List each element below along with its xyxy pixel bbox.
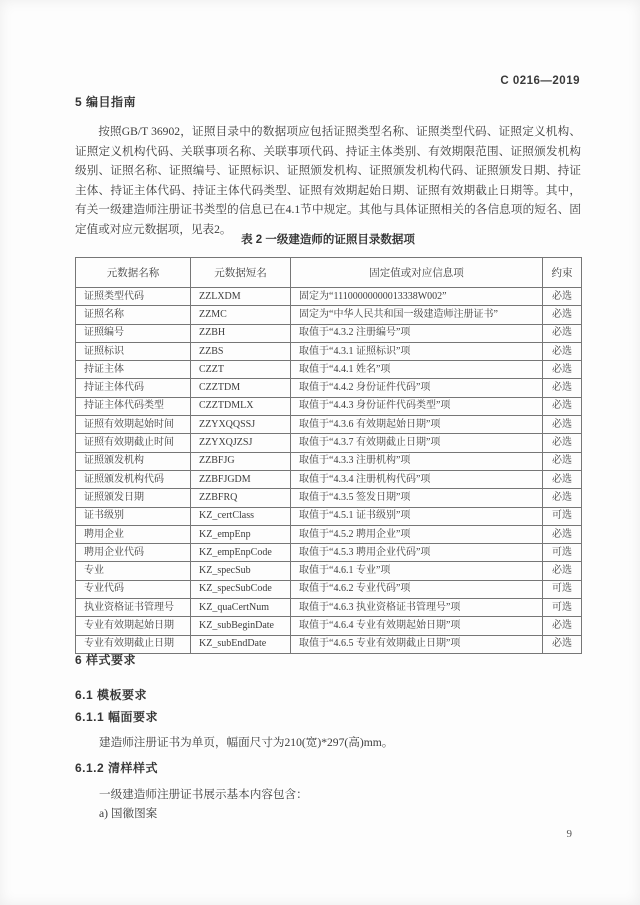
section-6-1-1-heading: 6.1.1 幅面要求 [75, 710, 159, 724]
constraint-cell: 可选 [543, 507, 582, 525]
constraint-cell: 必选 [543, 470, 582, 488]
metadata-name-cell: 执业资格证书管理号 [76, 599, 191, 617]
value-cell: 固定为“中华人民共和国一级建造师注册证书” [291, 306, 543, 324]
constraint-cell: 必选 [543, 306, 582, 324]
metadata-name-cell: 持证主体代码类型 [76, 397, 191, 415]
constraint-cell: 必选 [543, 617, 582, 635]
constraint-cell: 必选 [543, 635, 582, 653]
short-name-cell: ZZBS [191, 342, 291, 360]
catalog-data-items-table [75, 257, 582, 654]
table-row [76, 416, 582, 434]
table-row [76, 525, 582, 543]
table-row [76, 361, 582, 379]
short-name-cell: ZZYXQQSSJ [191, 416, 291, 434]
constraint-cell: 可选 [543, 599, 582, 617]
value-cell: 取值于“4.5.3 聘用企业代码”项 [291, 544, 543, 562]
short-name-cell: KZ_subEndDate [191, 635, 291, 653]
value-cell: 取值于“4.5.1 证书级别”项 [291, 507, 543, 525]
table-row [76, 452, 582, 470]
short-name-cell: ZZYXQJZSJ [191, 434, 291, 452]
short-name-cell: ZZBFJGDM [191, 470, 291, 488]
col-header-fixed-value: 固定值或对应信息项 [291, 258, 543, 288]
table-row [76, 635, 582, 653]
value-cell: 取值于“4.3.5 签发日期”项 [291, 489, 543, 507]
value-cell: 取值于“4.4.1 姓名”项 [291, 361, 543, 379]
constraint-cell: 必选 [543, 342, 582, 360]
section-6-1-heading: 6.1 模板要求 [75, 688, 148, 702]
short-name-cell: CZZTDM [191, 379, 291, 397]
table-row [76, 580, 582, 598]
value-cell: 取值于“4.4.2 身份证件代码”项 [291, 379, 543, 397]
constraint-cell: 必选 [543, 489, 582, 507]
table-row [76, 434, 582, 452]
short-name-cell: KZ_subBeginDate [191, 617, 291, 635]
metadata-name-cell: 证照有效期起始时间 [76, 416, 191, 434]
table-row [76, 306, 582, 324]
constraint-cell: 必选 [543, 525, 582, 543]
value-cell: 取值于“4.6.2 专业代码”项 [291, 580, 543, 598]
metadata-name-cell: 证照类型代码 [76, 288, 191, 306]
constraint-cell: 必选 [543, 361, 582, 379]
short-name-cell: ZZMC [191, 306, 291, 324]
constraint-cell: 必选 [543, 562, 582, 580]
short-name-cell: CZZTDMLX [191, 397, 291, 415]
short-name-cell: KZ_certClass [191, 507, 291, 525]
section-5-heading: 5 编目指南 [75, 95, 137, 109]
metadata-name-cell: 专业代码 [76, 580, 191, 598]
metadata-name-cell: 持证主体代码 [76, 379, 191, 397]
value-cell: 取值于“4.5.2 聘用企业”项 [291, 525, 543, 543]
constraint-cell: 必选 [543, 324, 582, 342]
table-row [76, 397, 582, 415]
metadata-name-cell: 证照标识 [76, 342, 191, 360]
metadata-name-cell: 专业有效期起始日期 [76, 617, 191, 635]
value-cell: 取值于“4.3.3 注册机构”项 [291, 452, 543, 470]
table-row [76, 470, 582, 488]
col-header-metadata-name: 元数据名称 [76, 258, 191, 288]
col-header-constraint: 约束 [543, 258, 582, 288]
section-5-paragraph: 按照GB/T 36902，证照目录中的数据项应包括证照类型名称、证照类型代码、证照定义机构、证照定义机构代码、关联事项名称、关联事项代码、持证主体类别、有效期限范围、证照颁发机构级别、证照名称、证照编号、证照标识、证照颁发机构、证照颁发机构代码、证照颁发日期、持证主体、持证主体代码、持证主体代码类型、证照有效期起始日期、证照有效期截止日期等。其中，有关一级建造师注册证书类型的信息已在4.1节中规定。其他与具体证照相关的各信息项的短名、固定值或对应元数据项，见表2。 [75, 125, 581, 236]
table-row [76, 342, 582, 360]
value-cell: 取值于“4.3.1 证照标识”项 [291, 342, 543, 360]
standard-number-header: C 0216—2019 [500, 75, 580, 87]
short-name-cell: KZ_empEnpCode [191, 544, 291, 562]
table-row [76, 507, 582, 525]
metadata-name-cell: 证照有效期截止时间 [76, 434, 191, 452]
constraint-cell: 必选 [543, 452, 582, 470]
short-name-cell: CZZT [191, 361, 291, 379]
metadata-name-cell: 证照名称 [76, 306, 191, 324]
constraint-cell: 必选 [543, 416, 582, 434]
table-row [76, 489, 582, 507]
short-name-cell: ZZBFJG [191, 452, 291, 470]
catalog-table-body [76, 288, 582, 654]
short-name-cell: ZZBH [191, 324, 291, 342]
table-row [76, 288, 582, 306]
section-6-heading: 6 样式要求 [75, 653, 137, 667]
constraint-cell: 可选 [543, 544, 582, 562]
value-cell: 取值于“4.3.7 有效期截止日期”项 [291, 434, 543, 452]
page-number: 9 [566, 828, 572, 840]
table-row [76, 379, 582, 397]
metadata-name-cell: 证照编号 [76, 324, 191, 342]
metadata-name-cell: 证照颁发机构 [76, 452, 191, 470]
short-name-cell: KZ_empEnp [191, 525, 291, 543]
section-6-1-1-body: 建造师注册证书为单页，幅面尺寸为210(宽)*297(高)mm。 [99, 736, 394, 749]
value-cell: 取值于“4.4.3 身份证件代码类型”项 [291, 397, 543, 415]
metadata-name-cell: 聘用企业代码 [76, 544, 191, 562]
metadata-name-cell: 证照颁发日期 [76, 489, 191, 507]
value-cell: 取值于“4.6.1 专业”项 [291, 562, 543, 580]
constraint-cell: 可选 [543, 580, 582, 598]
table-row [76, 544, 582, 562]
table-2-caption: 表 2 一级建造师的证照目录数据项 [241, 234, 415, 246]
constraint-cell: 必选 [543, 379, 582, 397]
metadata-name-cell: 专业 [76, 562, 191, 580]
metadata-name-cell: 证照颁发机构代码 [76, 470, 191, 488]
metadata-name-cell: 持证主体 [76, 361, 191, 379]
table-row [76, 324, 582, 342]
metadata-name-cell: 证书级别 [76, 507, 191, 525]
list-item-a: a) 国徽图案 [99, 807, 158, 820]
short-name-cell: ZZBFRQ [191, 489, 291, 507]
section-6-1-2-body: 一级建造师注册证书展示基本内容包含： [99, 788, 308, 801]
constraint-cell: 必选 [543, 397, 582, 415]
value-cell: 固定为“11100000000013338W002” [291, 288, 543, 306]
table-row [76, 562, 582, 580]
short-name-cell: KZ_specSub [191, 562, 291, 580]
constraint-cell: 必选 [543, 288, 582, 306]
value-cell: 取值于“4.3.4 注册机构代码”项 [291, 470, 543, 488]
value-cell: 取值于“4.3.2 注册编号”项 [291, 324, 543, 342]
short-name-cell: KZ_quaCertNum [191, 599, 291, 617]
table-row [76, 599, 582, 617]
value-cell: 取值于“4.6.4 专业有效期起始日期”项 [291, 617, 543, 635]
table-row [76, 617, 582, 635]
metadata-name-cell: 专业有效期截止日期 [76, 635, 191, 653]
value-cell: 取值于“4.6.3 执业资格证书管理号”项 [291, 599, 543, 617]
constraint-cell: 必选 [543, 434, 582, 452]
value-cell: 取值于“4.3.6 有效期起始日期”项 [291, 416, 543, 434]
col-header-short-name: 元数据短名 [191, 258, 291, 288]
short-name-cell: ZZLXDM [191, 288, 291, 306]
table-header-row [76, 258, 582, 288]
section-6-1-2-heading: 6.1.2 清样样式 [75, 761, 159, 775]
value-cell: 取值于“4.6.5 专业有效期截止日期”项 [291, 635, 543, 653]
short-name-cell: KZ_specSubCode [191, 580, 291, 598]
metadata-name-cell: 聘用企业 [76, 525, 191, 543]
